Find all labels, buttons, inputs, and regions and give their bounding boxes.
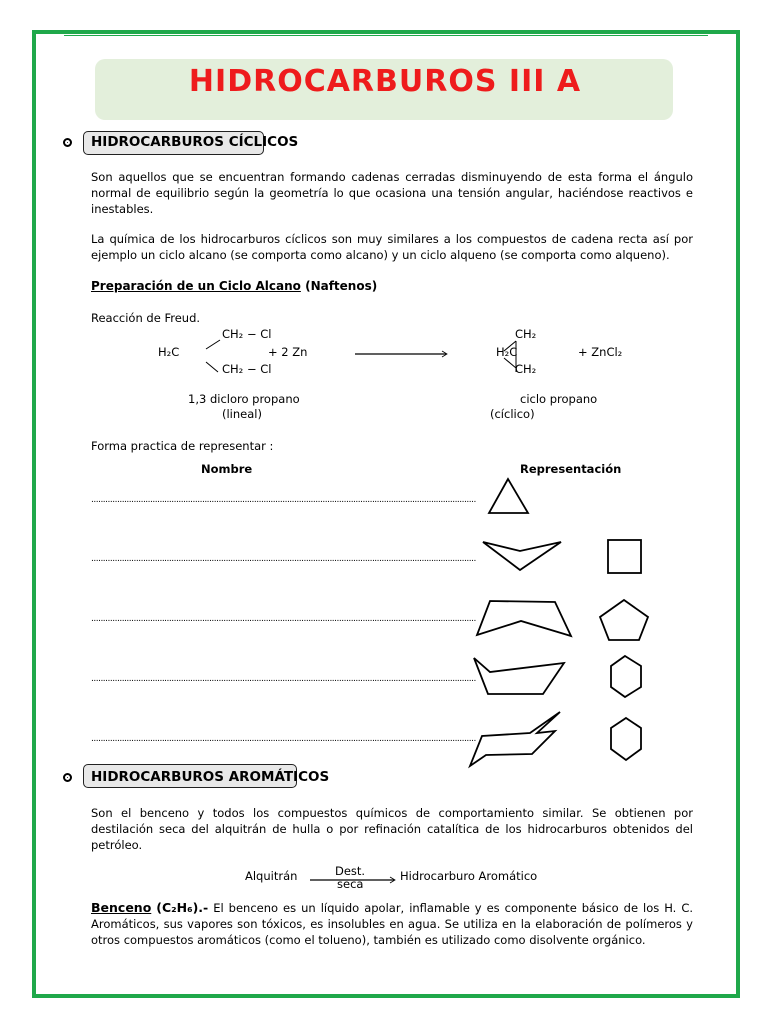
paragraph-benzene [91,900,693,948]
reaction-name: Reacción de Freud. [91,311,201,325]
cyclobutane-icon [608,540,641,573]
distillation-product: Hidrocarburo Aromático [400,869,538,883]
name-blank-4: ................................................................................................................................................................... [91,674,476,684]
reactant-bottom: CH₂ − Cl [222,362,272,376]
column-name-header: Nombre [201,462,253,476]
cyclopentane-icon [600,600,648,640]
reactant-type: (lineal) [222,407,262,421]
section-heading-aromatic: HIDROCARBUROS AROMÁTICOS [91,769,330,785]
name-blank-1: ................................................................................................................................................................... [91,495,476,505]
name-blank-3: ................................................................................................................................................................... [91,614,476,624]
byproduct: + ZnCl₂ [578,345,623,359]
page-title: HIDROCARBUROS III A [188,64,582,99]
benzene-description: El benceno es un líquido apolar, inflamable y es componente básico de los H. C. Aromáticos, sus vapores son tóxicos, es insolubles en agua. Se utiliza en la elaboración de polímeros y otros compuestos aromáticos (como el tolueno), también es utilizado como disolvente orgánico. [91,901,694,947]
form-label: Forma practica de representar : [91,439,274,453]
distillation-condition-top: Dest. [335,864,366,878]
benzene-formula: (C₂H₆).- [156,900,209,915]
reactant-top: CH₂ − Cl [222,327,272,341]
product-type: (cíclico) [490,407,535,421]
benzene-ring-icon [611,718,641,760]
column-representation-header: Representación [520,462,622,476]
cyclohexane-icon [611,656,641,697]
prep-subtitle: (Naftenos) [305,279,378,293]
paragraph-definition: Son aquellos que se encuentran formando cadenas cerradas disminuyendo de esta forma el ángulo normal de equilibrio según la geometría lo que ocasiona una tensión angular, haciéndose reactivos e inestables. [91,170,693,216]
cyclobutane-puckered-icon [483,542,561,570]
cyclopropane-icon [489,479,528,513]
reagent: + 2 Zn [268,345,308,359]
product-mid: H₂C [496,345,518,359]
section-heading-cyclic: HIDROCARBUROS CÍCLICOS [91,134,299,150]
bullet-icon [63,773,72,782]
prep-title: Preparación de un Ciclo Alcano [91,279,301,293]
product-top: CH₂ [515,327,537,341]
cyclohexane-boat-icon [474,658,564,694]
name-blank-5: ................................................................................................................................................................... [91,734,476,744]
distillation-source: Alquitrán [245,869,298,883]
paragraph-aromatic: Son el benceno y todos los compuestos químicos de comportamiento similar. Se obtienen por destilación seca del alquitrán de hulla o por refinación catalítica de los hidrocarburos obtenidos del petróleo. [91,806,693,852]
cyclopentane-envelope-icon [477,601,571,636]
distillation-condition-bottom: seca [337,877,364,891]
product-name: ciclo propano [520,392,598,406]
product-bottom: CH₂ [515,362,537,376]
reactant-name: 1,3 dicloro propano [188,392,300,406]
reactant-mid: H₂C [158,345,180,359]
benzene-label: Benceno [91,900,152,915]
cyclohexane-chair-icon [470,712,560,766]
name-blank-2: ................................................................................................................................................................... [91,554,476,564]
paragraph-chemistry: La química de los hidrocarburos cíclicos son muy similares a los compuestos de cadena recta así por ejemplo un ciclo alcano (se comporta como alcano) y un ciclo alqueno (se comporta como alqueno). [91,232,693,262]
